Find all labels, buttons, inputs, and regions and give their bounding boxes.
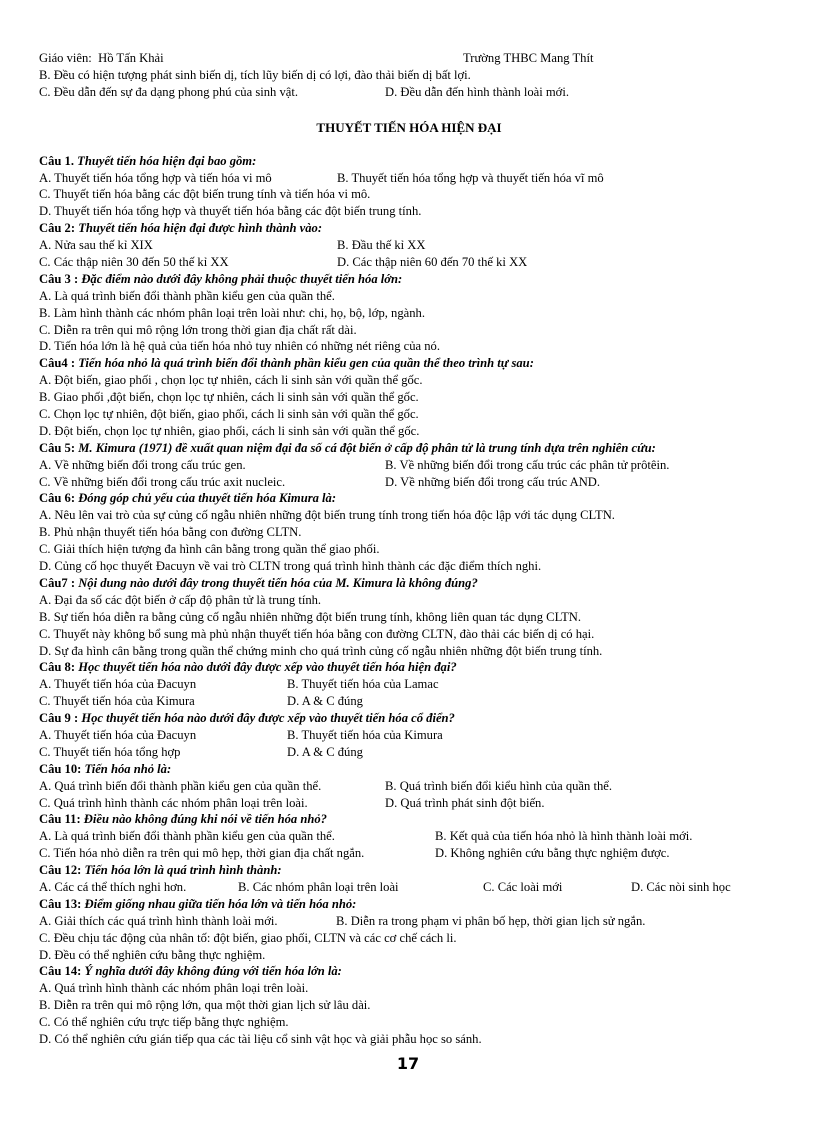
answer-option: B. Các nhóm phân loại trên loài	[238, 879, 399, 894]
answer-option: D. A & C đúng	[287, 694, 363, 709]
question-text: M. Kimura (1971) đề xuất quan niệm đại đa số cá đột biến ở cấp độ phân tử là trung tính dựa trên nghiên cứu:	[75, 440, 656, 455]
answer-row	[39, 474, 779, 491]
answer-row	[39, 592, 779, 609]
answer-row	[39, 237, 779, 254]
answer-row	[39, 338, 779, 355]
answer-row	[39, 389, 779, 406]
answer-option: D. Về những biến đổi trong cấu trúc AND.	[385, 474, 601, 489]
question-number: Câu 10:	[39, 761, 82, 776]
answer-option: B. Thuyết tiến hóa tổng hợp và thuyết tiến hóa vĩ mô	[337, 170, 604, 185]
intro-option-c: C. Đều dẫn đến sự đa dạng phong phú của sinh vật.	[39, 84, 299, 99]
answer-row	[39, 947, 779, 964]
question-heading	[39, 355, 779, 372]
answer-option: D. Các thập niên 60 đến 70 thế kỉ XX	[337, 255, 528, 270]
answer-option: A. Là quá trình biến đổi thành phần kiểu gen của quần thể.	[39, 288, 335, 303]
question-text: Đóng góp chủ yếu của thuyết tiến hóa Kimura là:	[75, 491, 337, 506]
answer-option: B. Thuyết tiến hóa của Lamac	[287, 677, 439, 692]
question-text: Tiến hóa nhỏ là:	[81, 761, 172, 776]
question-number: Câu 13:	[39, 896, 82, 911]
question-heading	[39, 440, 779, 457]
answer-option: B. Diễn ra trên qui mô rộng lớn, qua một thời gian lịch sử lâu dài.	[39, 998, 371, 1013]
answer-option: C. Thuyết tiến hóa của Kimura	[39, 694, 195, 709]
question-number: Câu 2:	[39, 221, 76, 236]
question-text: Thuyết tiến hóa hiện đại bao gồm:	[74, 153, 257, 168]
answer-row	[39, 609, 779, 626]
answer-option: A. Các cá thể thích nghi hơn.	[39, 879, 187, 894]
section-title: THUYẾT TIẾN HÓA HIỆN ĐẠI	[316, 119, 502, 135]
answer-option: D. Đều có thể nghiên cứu bằng thực nghiệm.	[39, 947, 266, 962]
answer-row	[39, 879, 779, 896]
question-text: Đặc điểm nào dưới đây không phải thuộc thuyết tiến hóa lớn:	[78, 271, 403, 286]
answer-option: D. Củng cố học thuyết Đacuyn về vai trò CLTN trong quá trình hình thành các đặc điểm thích nghi.	[39, 559, 542, 574]
answer-option: D. Quá trình phát sinh đột biến.	[385, 795, 545, 810]
question-heading	[39, 490, 779, 507]
answer-option: A. Nêu lên vai trò của sự củng cố ngẫu nhiên những đột biến trung tính trong tiến hóa độc lập với tác dụng CLTN.	[39, 508, 615, 523]
answer-row	[39, 930, 779, 947]
page-number: 17	[396, 1054, 420, 1073]
question-heading	[39, 659, 779, 676]
answer-row	[39, 913, 779, 930]
answer-option: B. Diễn ra trong phạm vi phân bố hẹp, thời gian lịch sử ngắn.	[336, 913, 646, 928]
answer-row	[39, 744, 779, 761]
answer-row	[39, 288, 779, 305]
question-heading	[39, 761, 779, 778]
answer-row	[39, 372, 779, 389]
answer-option: C. Chọn lọc tự nhiên, đột biến, giao phối, cách li sinh sản với quần thể gốc.	[39, 407, 419, 422]
answer-option: C. Quá trình hình thành các nhóm phân loại trên loài.	[39, 795, 308, 810]
answer-option: C. Có thể nghiên cứu trực tiếp bằng thực nghiệm.	[39, 1015, 289, 1030]
page-header	[39, 50, 779, 67]
question-text: Tiến hóa nhỏ là quá trình biến đổi thành phần kiểu gen của quần thể theo trình tự sau:	[75, 356, 534, 371]
answer-option: C. Diễn ra trên qui mô rộng lớn trong thời gian địa chất rất dài.	[39, 322, 357, 337]
answer-row	[39, 524, 779, 541]
answer-row	[39, 254, 779, 271]
question-heading	[39, 153, 779, 170]
answer-option: A. Giải thích các quá trình hình thành loài mới.	[39, 913, 278, 928]
question-heading	[39, 862, 779, 879]
question-text: Ý nghĩa dưới đây không đúng với tiến hóa lớn là:	[81, 964, 342, 979]
answer-option: C. Thuyết tiến hóa bằng các đột biến trung tính và tiến hóa vi mô.	[39, 187, 371, 202]
document-page	[39, 50, 779, 1048]
answer-option: D. Tiến hóa lớn là hệ quả của tiến hóa nhỏ tuy nhiên có những nét riêng của nó.	[39, 339, 441, 354]
answer-row	[39, 558, 779, 575]
answer-option: A. Thuyết tiến hóa của Đacuyn	[39, 677, 197, 692]
question-number: Câu 11:	[39, 812, 81, 827]
answer-option: B. Làm hình thành các nhóm phân loại trên loài như: chi, họ, bộ, lớp, ngành.	[39, 305, 425, 320]
question-text: Tiến hóa lớn là quá trình hình thành:	[81, 863, 282, 878]
question-number: Câu 8:	[39, 660, 76, 675]
answer-row	[39, 507, 779, 524]
answer-option: C. Thuyết tiến hóa tổng hợp	[39, 744, 181, 759]
answer-option: D. A & C đúng	[287, 744, 363, 759]
question-number: Câu 9 :	[39, 711, 79, 726]
question-text: Điểm giống nhau giữa tiến hóa lớn và tiến hóa nhỏ:	[81, 896, 357, 911]
answer-option: B. Sự tiến hóa diễn ra bằng củng cố ngẫu nhiên những đột biến trung tính, không liên quan tác dụng CLTN.	[39, 609, 582, 624]
answer-row	[39, 997, 779, 1014]
question-heading	[39, 575, 779, 592]
answer-option: A. Đại đa số các đột biến ở cấp độ phân tử là trung tính.	[39, 592, 322, 607]
answer-option: D. Thuyết tiến hóa tổng hợp và thuyết tiến hóa bằng các đột biến trung tính.	[39, 204, 422, 219]
answer-option: B. Thuyết tiến hóa của Kimura	[287, 727, 443, 742]
answer-row	[39, 1014, 779, 1031]
answer-option: A. Quá trình biến đổi thành phần kiểu gen của quần thể.	[39, 778, 322, 793]
teacher-name: Giáo viên: Hồ Tấn Khải	[39, 51, 164, 65]
answer-row	[39, 778, 779, 795]
answer-option: C. Về những biến đổi trong cấu trúc axit nucleic.	[39, 474, 286, 489]
answer-row	[39, 457, 779, 474]
answer-option: A. Về những biến đổi trong cấu trúc gen.	[39, 457, 246, 472]
answer-option: B. Giao phối ,đột biến, chọn lọc tự nhiên, cách li sinh sản với quần thể gốc.	[39, 390, 419, 405]
answer-option: A. Nửa sau thế kỉ XIX	[39, 238, 153, 253]
question-number: Câu 5:	[39, 440, 76, 455]
question-text: Học thuyết tiến hóa nào dưới đây được xếp vào thuyết tiến hóa hiện đại?	[75, 660, 457, 675]
answer-option: A. Thuyết tiến hóa tổng hợp và tiến hóa vi mô	[39, 170, 272, 185]
answer-option: D. Sự đa hình cân bằng trong quần thể chứng minh cho quá trình củng cố ngẫu nhiên những đột biến trung tính.	[39, 643, 603, 658]
answer-option: C. Các thập niên 30 đến 50 thế kỉ XX	[39, 255, 229, 270]
answer-option: A. Đột biến, giao phối , chọn lọc tự nhiên, cách li sinh sản với quần thể gốc.	[39, 373, 423, 388]
question-heading	[39, 220, 779, 237]
answer-row	[39, 1031, 779, 1048]
answer-option: B. Kết quả của tiến hóa nhỏ là hình thành loài mới.	[435, 829, 693, 844]
answer-option: B. Quá trình biến đổi kiểu hình của quần thể.	[385, 778, 612, 793]
question-number: Câu7 :	[39, 575, 76, 590]
answer-option: B. Phủ nhận thuyết tiến hóa bằng con đường CLTN.	[39, 525, 302, 540]
question-heading	[39, 710, 779, 727]
answer-row	[39, 676, 779, 693]
school-name: Trường THBC Mang Thít	[463, 51, 594, 65]
question-number: Câu 1.	[39, 153, 74, 168]
question-number: Câu 14:	[39, 964, 82, 979]
answer-option: A. Thuyết tiến hóa của Đacuyn	[39, 727, 197, 742]
question-number: Câu4 :	[39, 356, 76, 371]
question-list	[39, 153, 779, 1048]
question-number: Câu 6:	[39, 491, 76, 506]
answer-option: D. Đột biến, chọn lọc tự nhiên, giao phối, cách li sinh sản với quần thể gốc.	[39, 423, 420, 438]
answer-option: A. Là quá trình biến đổi thành phần kiểu gen của quần thể.	[39, 829, 335, 844]
answer-option: C. Đều chịu tác động của nhân tố: đột biến, giao phối, CLTN và các cơ chế cách li.	[39, 930, 457, 945]
intro-line-cd	[39, 84, 779, 101]
answer-row	[39, 643, 779, 660]
question-text: Thuyết tiến hóa hiện đại được hình thành vào:	[75, 221, 323, 236]
intro-line-b: B. Đều có hiện tượng phát sinh biến dị, tích lũy biến dị có lợi, đào thải biến dị bất lợi.	[39, 67, 471, 82]
answer-row	[39, 541, 779, 558]
answer-row	[39, 423, 779, 440]
answer-option: A. Quá trình hình thành các nhóm phân loại trên loài.	[39, 981, 309, 996]
answer-row	[39, 305, 779, 322]
answer-row	[39, 186, 779, 203]
question-text: Nội dung nào dưới đây trong thuyết tiến hóa của M. Kimura là không đúng?	[75, 575, 478, 590]
answer-row	[39, 406, 779, 423]
answer-row	[39, 727, 779, 744]
answer-row	[39, 693, 779, 710]
question-heading	[39, 811, 779, 828]
answer-row	[39, 795, 779, 812]
answer-row	[39, 845, 779, 862]
answer-option: C. Tiến hóa nhỏ diễn ra trên qui mô hẹp, thời gian địa chất ngắn.	[39, 846, 365, 861]
question-heading	[39, 271, 779, 288]
answer-row	[39, 828, 779, 845]
answer-option: D. Các nòi sinh học	[631, 879, 731, 894]
question-text: Học thuyết tiến hóa nào dưới đây được xếp vào thuyết tiến hóa cổ điển?	[78, 711, 455, 726]
question-number: Câu 3 :	[39, 271, 79, 286]
answer-row	[39, 170, 779, 187]
answer-row	[39, 322, 779, 339]
question-text: Điều nào không đúng khi nói về tiến hóa nhỏ?	[80, 812, 327, 827]
question-number: Câu 12:	[39, 863, 82, 878]
answer-row	[39, 203, 779, 220]
answer-option: C. Thuyết này không bổ sung mà phủ nhận thuyết tiến hóa bằng con đường CLTN, đào thải các biến dị có hại.	[39, 626, 595, 641]
answer-row	[39, 980, 779, 997]
answer-row	[39, 626, 779, 643]
answer-option: C. Giải thích hiện tượng đa hình cân bằng trong quần thể giao phối.	[39, 542, 380, 557]
answer-option: B. Về những biến đổi trong cấu trúc các phân tử prôtêin.	[385, 457, 670, 472]
intro-option-d: D. Đều dẫn đến hình thành loài mới.	[385, 84, 569, 99]
question-heading	[39, 896, 779, 913]
question-heading	[39, 963, 779, 980]
answer-option: C. Các loài mới	[483, 879, 563, 894]
answer-option: B. Đầu thế kỉ XX	[337, 238, 426, 253]
answer-option: D. Không nghiên cứu bằng thực nghiệm được.	[435, 846, 670, 861]
answer-option: D. Có thể nghiên cứu gián tiếp qua các tài liệu cổ sinh vật học và giải phẫu học so sánh.	[39, 1031, 482, 1046]
